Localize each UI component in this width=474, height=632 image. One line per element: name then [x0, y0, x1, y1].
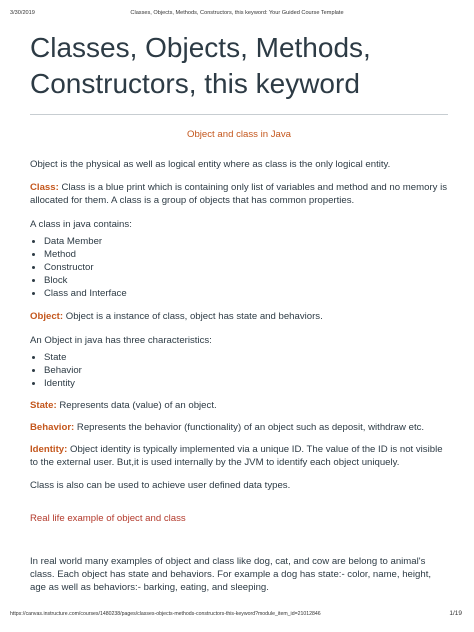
print-url: https://canvas.instructure.com/courses/1480238/pages/classes-objects-methods-constructors-this-keyword?module_item_id=21012846: [10, 611, 321, 617]
identity-paragraph: [30, 443, 448, 469]
real-life-heading: Real life example of object and class: [30, 513, 186, 524]
identity-term: Identity:: [30, 444, 68, 455]
section-heading: Object and class in Java: [187, 129, 291, 140]
state-definition: Represents data (value) of an object.: [56, 400, 217, 411]
class-paragraph: [30, 181, 448, 207]
list-item: • Constructor: [44, 261, 448, 274]
identity-definition: Object identity is typically implemented via a unique ID. The value of the ID is not visible to the external user. But,it is used internally by the JVM to identify each object uniquely.: [30, 444, 443, 468]
intro-paragraph: Object is the physical as well as logical entity where as class is the only logical entity.: [30, 159, 391, 170]
print-doc-title: Classes, Objects, Methods, Constructors, this keyword: Your Guided Course Template: [130, 10, 344, 16]
behavior-definition: Represents the behavior (functionality) of an object such as deposit, withdraw etc.: [74, 422, 425, 433]
class-term: Class:: [30, 182, 59, 193]
object-definition: Object is a instance of class, object has state and behaviors.: [63, 311, 323, 322]
state-term: State:: [30, 400, 57, 411]
object-characteristics-list: [30, 351, 448, 390]
object-term: Object:: [30, 311, 64, 322]
title-divider: [30, 114, 448, 115]
list-item: • Data Member: [44, 235, 448, 248]
list-item: • Class and Interface: [44, 287, 448, 300]
object-characteristics-paragraph: An Object in java has three characteristics:: [30, 335, 212, 346]
list-item: • Behavior: [44, 364, 448, 377]
class-udt-paragraph: Class is also can be used to achieve user defined data types.: [30, 480, 291, 491]
print-date: 3/30/2019: [10, 10, 35, 16]
real-life-paragraph: In real world many examples of object and class like dog, cat, and cow are belong to animal's class. Each object has state and behaviors. For example a dog has state:- color, name, height, age as well as behaviors:- barking, eating, and sleeping.: [30, 556, 432, 593]
state-paragraph: [30, 399, 448, 412]
page-number: 1/19: [449, 610, 462, 617]
list-item: • Block: [44, 274, 448, 287]
behavior-term: Behavior:: [30, 422, 75, 433]
object-paragraph: [30, 310, 448, 323]
class-definition: Class is a blue print which is containing only list of variables and method and no memory is allocated for them. A class is a group of objects that has common properties.: [30, 182, 448, 206]
class-contents-list: [30, 235, 448, 300]
page-title: Classes, Objects, Methods, Constructors, this keyword: [30, 32, 371, 99]
page-content: [30, 30, 448, 594]
list-item: • Identity: [44, 377, 448, 390]
behavior-paragraph: [30, 421, 448, 434]
list-item: • Method: [44, 248, 448, 261]
list-item: • State: [44, 351, 448, 364]
class-contains-paragraph: A class in java contains:: [30, 219, 132, 230]
